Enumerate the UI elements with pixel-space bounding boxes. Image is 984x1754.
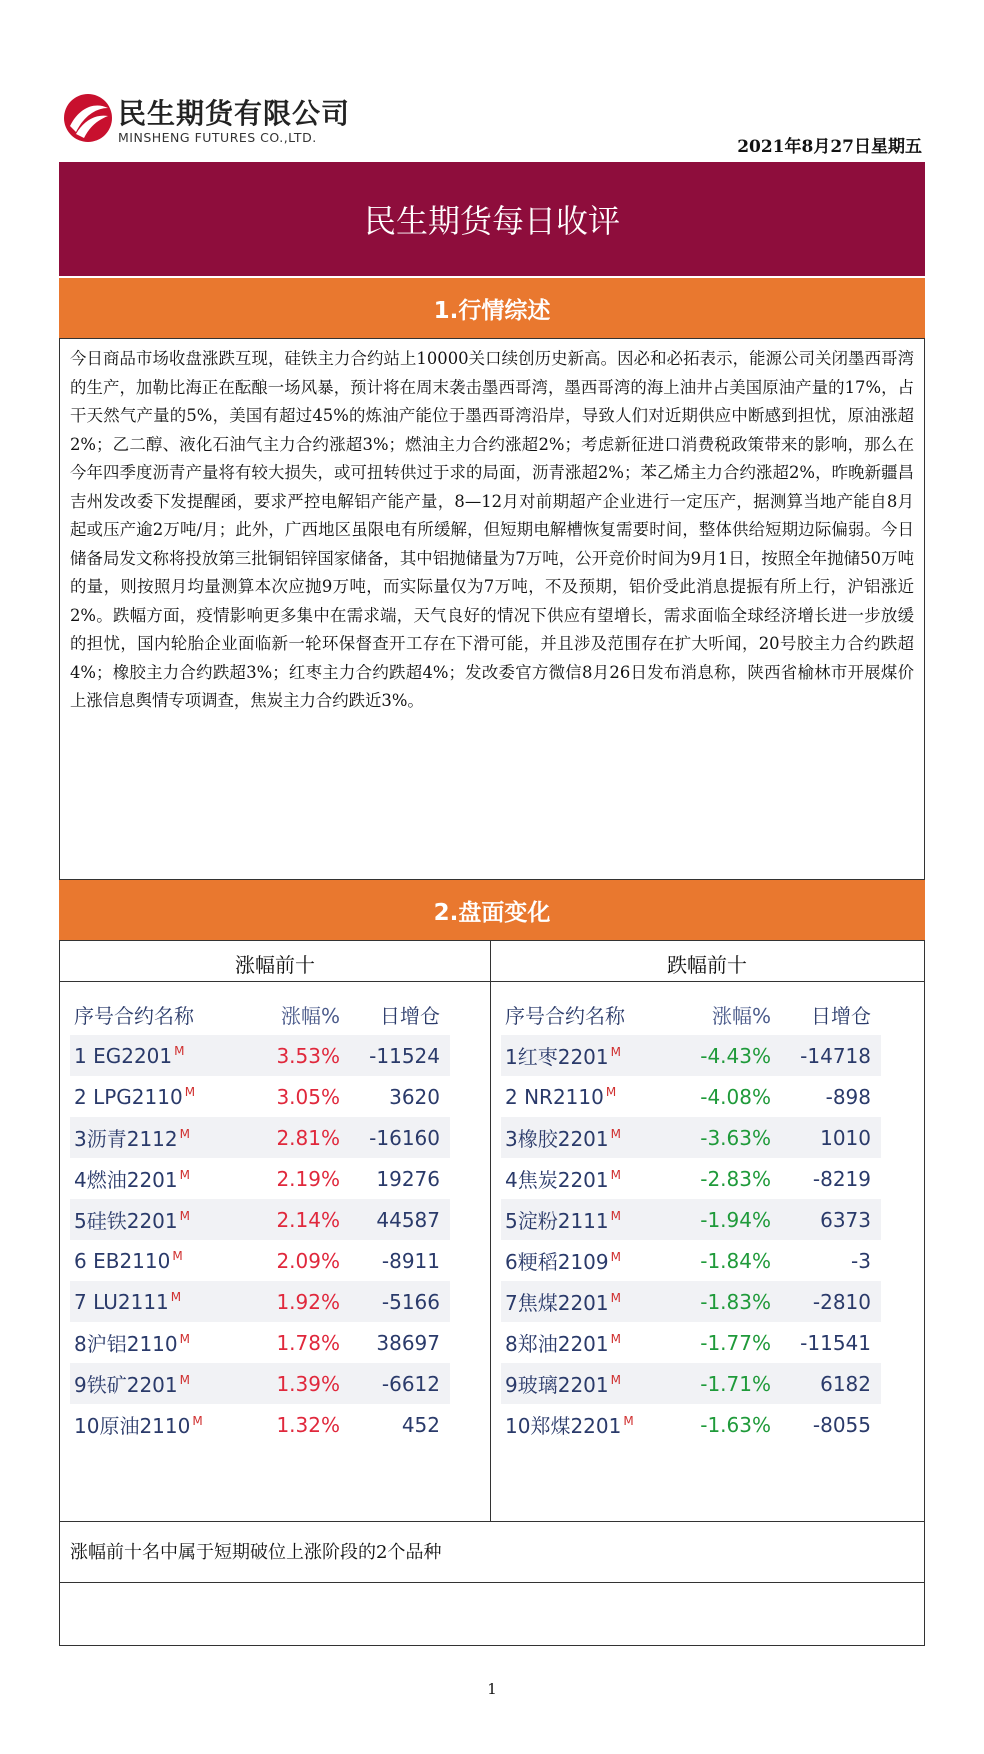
empty-row [59,1582,925,1646]
change-pct: -1.71% [700,1371,771,1396]
main-contract-mark: M [179,1332,190,1347]
change-pct: 3.53% [276,1043,340,1068]
open-interest-change: -11524 [369,1043,440,1068]
main-contract-mark: M [172,1248,183,1263]
contract-name-text: 1红枣2201 [505,1045,609,1069]
contract-name [501,1041,671,1070]
change-pct: -1.77% [700,1330,771,1355]
contract-name [501,1123,671,1152]
main-contract-mark: M [610,1045,621,1060]
table-row [70,1281,450,1322]
main-contract-mark: M [610,1250,621,1265]
table-row [70,1035,450,1076]
contract-name-text: 5硅铁2201 [74,1209,178,1233]
main-contract-mark: M [179,1168,190,1183]
report-title: 民生期货每日收评 [59,162,925,276]
change-pct: -4.08% [700,1084,771,1109]
report-date: 2021年8月27日星期五 [737,137,922,157]
contract-name-text: 2 NR2110 [505,1084,604,1109]
col-name-header: 序号合约名称 [74,1003,194,1028]
contract-name [501,1287,671,1316]
main-contract-mark: M [610,1291,621,1306]
open-interest-change: -3 [851,1248,871,1273]
table-row [70,1404,450,1445]
table-row [70,1117,450,1158]
main-contract-mark: M [610,1127,621,1142]
page-number: 1 [487,1680,497,1698]
table-row [501,1363,881,1404]
change-pct: 2.81% [276,1125,340,1150]
table-row [501,1240,881,1281]
open-interest-change: -16160 [369,1125,440,1150]
open-interest-change: 3620 [389,1084,440,1109]
change-pct: 3.05% [276,1084,340,1109]
col-pct-header: 涨幅% [711,1003,771,1028]
contract-name-text: 8沪铝2110 [74,1332,178,1356]
open-interest-change: -14718 [800,1043,871,1068]
contract-name [70,1205,240,1234]
change-pct: -1.94% [700,1207,771,1232]
table-row [70,1158,450,1199]
open-interest-change: -8219 [812,1166,871,1191]
table-row [501,1158,881,1199]
contract-name-text: 8郑油2201 [505,1332,609,1356]
table-row [501,1404,881,1445]
open-interest-change: -6612 [381,1371,440,1396]
col-name-header: 序号合约名称 [505,1003,625,1028]
gainers-rows [70,1035,450,1445]
company-name-en: MINSHENG FUTURES CO.,LTD. [118,130,317,145]
section-1-heading: 1.行情综述 [59,278,925,338]
change-pct: 1.92% [276,1289,340,1314]
change-pct: 1.78% [276,1330,340,1355]
gainers-caption: 涨幅前十 [235,953,315,977]
open-interest-change: 452 [401,1412,440,1437]
minsheng-logo-icon [62,92,114,144]
table-row [501,1076,881,1117]
contract-name-text: 4焦炭2201 [505,1168,609,1192]
main-contract-mark: M [170,1289,182,1304]
contract-name-text: 7焦煤2201 [505,1291,609,1315]
gainers-table [70,993,450,1445]
main-contract-mark: M [610,1168,621,1183]
open-interest-change: -5166 [381,1289,440,1314]
contract-name-text: 3沥青2112 [74,1127,178,1151]
change-pct: -2.83% [700,1166,771,1191]
breakout-note-text: 涨幅前十名中属于短期破位上涨阶段的2个品种 [70,1542,442,1563]
change-pct: -1.63% [700,1412,771,1437]
main-contract-mark: M [605,1084,617,1099]
open-interest-change: 44587 [376,1207,440,1232]
contract-name-text: 3橡胶2201 [505,1127,609,1151]
contract-name [501,1205,671,1234]
change-pct: -4.43% [700,1043,771,1068]
open-interest-change: 6373 [820,1207,871,1232]
contract-name [70,1164,240,1193]
contract-name-text: 2 LPG2110 [74,1084,183,1109]
open-interest-change: 19276 [376,1166,440,1191]
change-pct: 2.14% [276,1207,340,1232]
contract-name [501,1328,671,1357]
section-2-heading: 2.盘面变化 [59,880,925,940]
table-row [501,1281,881,1322]
main-contract-mark: M [610,1373,621,1388]
main-contract-mark: M [179,1209,190,1224]
losers-rows [501,1035,881,1445]
change-pct: -3.63% [700,1125,771,1150]
company-logo [62,88,352,150]
contract-name-text: 7 LU2111 [74,1289,169,1314]
contract-name-text: 6 EB2110 [74,1248,171,1273]
contract-name-text: 10郑煤2201 [505,1414,622,1438]
main-contract-mark: M [610,1332,621,1347]
col-pct-header: 涨幅% [280,1003,340,1028]
company-name-cn: 民生期货有限公司 [118,97,351,130]
main-contract-mark: M [184,1084,196,1099]
contract-name-text: 9玻璃2201 [505,1373,609,1397]
contract-name [70,1085,240,1109]
contract-name [70,1328,240,1357]
contract-name-text: 9铁矿2201 [74,1373,178,1397]
open-interest-change: -8911 [381,1248,440,1273]
main-contract-mark: M [610,1209,621,1224]
contract-name [70,1369,240,1398]
main-contract-mark: M [179,1373,190,1388]
table-row [70,1240,450,1281]
open-interest-change: 1010 [820,1125,871,1150]
open-interest-change: -898 [825,1084,871,1109]
col-oi-header: 日增仓 [811,1003,871,1028]
col-oi-header: 日增仓 [380,1003,440,1028]
contract-name [70,1249,240,1273]
contract-name [501,1246,671,1275]
change-pct: 1.32% [276,1412,340,1437]
contract-name [501,1410,671,1439]
main-contract-mark: M [174,1043,185,1058]
table-header [70,993,450,1035]
open-interest-change: -8055 [812,1412,871,1437]
contract-name [501,1164,671,1193]
table-row [70,1199,450,1240]
main-contract-mark: M [623,1414,634,1429]
change-pct: 2.09% [276,1248,340,1273]
contract-name [501,1085,671,1109]
contract-name-text: 4燃油2201 [74,1168,178,1192]
breakout-note [59,1520,925,1583]
losers-caption: 跌幅前十 [667,953,747,977]
overview-text: 今日商品市场收盘涨跌互现，硅铁主力合约站上10000关口续创历史新高。因必和必拓表示，能源公司关闭墨西哥湾的生产，加勒比海正在酝酿一场风暴，预计将在周末袭击墨西哥湾，墨西哥湾的海上油井占美国原油产量的17%，占干天然气产量的5%，美国有超过45%的炼油产能位于墨西哥湾沿岸，导致人们对近期供应中断感到担忧，原油涨超2%；乙二醇、液化石油气主力合约涨超3%；燃油主力合约涨超2%；考虑新征进口消费税政策带来的影响，那么在今年四季度沥青产量将有较大损失，或可扭转供过于求的局面，沥青涨超2%；苯乙烯主力合约涨超2%，昨晚新疆昌吉州发改委下发提醒函，要求严控电解铝产能产量，8—12月对前期超产企业进行一定压产，据测算当地产能自8月起或压产逾2万吨/月；此外，广西地区虽限电有所缓解，但短期电解槽恢复需要时间，整体供给短期边际偏弱。今日储备局发文称将投放第三批铜铝锌国家储备，其中铝抛储量为7万吨，公开竞价时间为9月1日，按照全年抛储50万吨的量，则按照月均量测算本次应抛9万吨，而实际量仅为7万吨，不及预期，铝价受此消息提振有所上行，沪铝涨近2%。跌幅方面，疫情影响更多集中在需求端，天气良好的情况下供应有望增长，需求面临全球经济增长进一步放缓的担忧，国内轮胎企业面临新一轮环保督查开工存在下滑可能，并且涉及范围存在扩大听闻，20号胶主力合约跌超4%；橡胶主力合约跌超3%；红枣主力合约跌超4%；发改委官方微信8月26日发布消息称，陕西省榆林市开展煤价上涨信息舆情专项调查，焦炭主力合约跌近3%。 [70,349,914,710]
contract-name [70,1123,240,1152]
main-contract-mark: M [179,1127,190,1142]
change-pct: -1.83% [700,1289,771,1314]
change-pct: -1.84% [700,1248,771,1273]
ranking-tables [59,940,925,1522]
losers-table [501,993,881,1445]
table-row [70,1363,450,1404]
table-row [501,1322,881,1363]
contract-name-text: 1 EG2201 [74,1043,173,1068]
table-row [70,1322,450,1363]
contract-name [70,1044,240,1068]
contract-name [501,1369,671,1398]
change-pct: 1.39% [276,1371,340,1396]
contract-name-text: 6粳稻2109 [505,1250,609,1274]
column-divider [490,941,491,1521]
table-header [501,993,881,1035]
table-row [501,1199,881,1240]
open-interest-change: 6182 [820,1371,871,1396]
caption-divider [60,981,924,982]
main-contract-mark: M [192,1414,203,1429]
contract-name-text: 5淀粉2111 [505,1209,609,1233]
table-row [70,1076,450,1117]
open-interest-change: -11541 [800,1330,871,1355]
contract-name [70,1410,240,1439]
table-row [501,1035,881,1076]
market-overview [59,338,925,880]
contract-name [70,1290,240,1314]
open-interest-change: 38697 [376,1330,440,1355]
change-pct: 2.19% [276,1166,340,1191]
contract-name-text: 10原油2110 [74,1414,191,1438]
open-interest-change: -2810 [812,1289,871,1314]
table-row [501,1117,881,1158]
